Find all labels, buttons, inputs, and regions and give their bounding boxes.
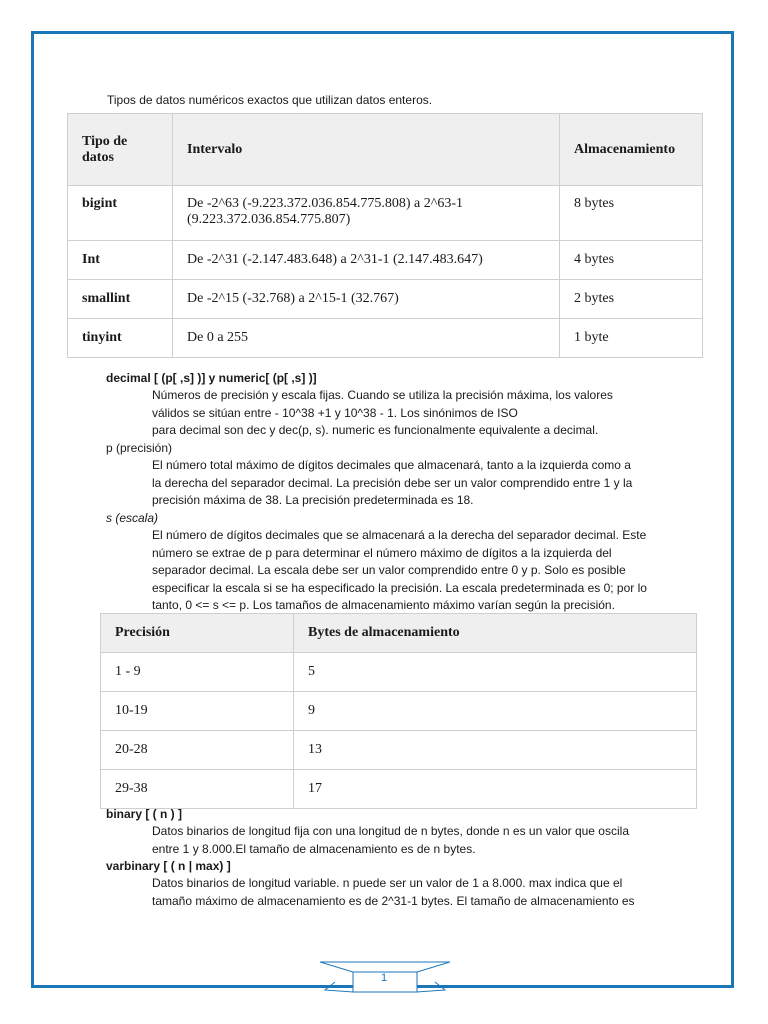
precision-cell: 10-19 bbox=[101, 692, 294, 731]
binary-description bbox=[152, 823, 667, 858]
varbinary-description bbox=[152, 875, 667, 910]
scale-heading: s (escala) bbox=[106, 511, 159, 525]
text-line: El número total máximo de dígitos decimales que almacenará, tanto a la izquierda como a bbox=[152, 458, 631, 472]
table-row bbox=[68, 280, 703, 319]
storage-cell: 4 bytes bbox=[560, 241, 703, 280]
table-row bbox=[68, 241, 703, 280]
bytes-cell: 5 bbox=[294, 653, 697, 692]
text-line: Datos binarios de longitud fija con una longitud de n bytes, donde n es un valor que oscila bbox=[152, 824, 629, 838]
header-bytes: Bytes de almacenamiento bbox=[294, 614, 697, 653]
table-row bbox=[101, 692, 697, 731]
table-row bbox=[101, 653, 697, 692]
bytes-cell: 17 bbox=[294, 770, 697, 809]
header-tipo: Tipo de datos bbox=[68, 114, 173, 186]
header-precision: Precisión bbox=[101, 614, 294, 653]
range-cell: De -2^63 (-9.223.372.036.854.775.808) a 2^63-1 (9.223.372.036.854.775.807) bbox=[173, 186, 560, 241]
table-caption: Tipos de datos numéricos exactos que utilizan datos enteros. bbox=[107, 93, 433, 107]
table-row bbox=[101, 770, 697, 809]
text-line: El número de dígitos decimales que se almacenará a la derecha del separador decimal. Este bbox=[152, 528, 647, 542]
range-cell: De -2^15 (-32.768) a 2^15-1 (32.767) bbox=[173, 280, 560, 319]
text-line: tanto, 0 <= s <= p. Los tamaños de almacenamiento máximo varían según la precisión. bbox=[152, 598, 615, 612]
table-row bbox=[101, 731, 697, 770]
table-row bbox=[68, 319, 703, 358]
varbinary-heading: varbinary [ ( n | max) ] bbox=[106, 859, 231, 873]
text-line: separador decimal. La escala debe ser un valor comprendido entre 0 y p. Solo es posible bbox=[152, 563, 626, 577]
text-line: Datos binarios de longitud variable. n puede ser un valor de 1 a 8.000. max indica que el bbox=[152, 876, 623, 890]
precision-cell: 29-38 bbox=[101, 770, 294, 809]
storage-cell: 1 byte bbox=[560, 319, 703, 358]
precision-storage-table bbox=[100, 613, 697, 809]
text-line: especificar la escala si se ha especificado la precisión. La escala predeterminada es 0; por lo bbox=[152, 580, 647, 595]
storage-cell: 8 bytes bbox=[560, 186, 703, 241]
header-intervalo: Intervalo bbox=[173, 114, 560, 186]
type-cell: Int bbox=[68, 241, 173, 280]
precision-description bbox=[152, 457, 667, 510]
table-header-row bbox=[101, 614, 697, 653]
range-cell: De -2^31 (-2.147.483.648) a 2^31-1 (2.147.483.647) bbox=[173, 241, 560, 280]
text-line: tamaño máximo de almacenamiento es de 2^31-1 bytes. El tamaño de almacenamiento es bbox=[152, 893, 635, 908]
header-almacenamiento: Almacenamiento bbox=[560, 114, 703, 186]
table-header-row bbox=[68, 114, 703, 186]
text-line: para decimal son dec y dec(p, s). numeric es funcionalmente equivalente a decimal. bbox=[152, 423, 599, 437]
text-line: precisión máxima de 38. La precisión predeterminada es 18. bbox=[152, 493, 474, 507]
text-line: Números de precisión y escala fijas. Cuando se utiliza la precisión máxima, los valores bbox=[152, 388, 613, 402]
type-cell: bigint bbox=[68, 186, 173, 241]
text-line: número se extrae de p para determinar el número máximo de dígitos a la izquierda del bbox=[152, 545, 612, 560]
precision-cell: 1 - 9 bbox=[101, 653, 294, 692]
type-cell: tinyint bbox=[68, 319, 173, 358]
text-line: la derecha del separador decimal. La precisión debe ser un valor comprendido entre 1 y la bbox=[152, 475, 633, 490]
page-number: 1 bbox=[380, 972, 388, 984]
bytes-cell: 13 bbox=[294, 731, 697, 770]
scale-description bbox=[152, 527, 667, 615]
decimal-description bbox=[152, 387, 667, 440]
table-row bbox=[68, 186, 703, 241]
bytes-cell: 9 bbox=[294, 692, 697, 731]
type-cell: smallint bbox=[68, 280, 173, 319]
precision-heading: p (precisión) bbox=[106, 441, 173, 455]
binary-heading: binary [ ( n ) ] bbox=[106, 807, 182, 821]
range-cell: De 0 a 255 bbox=[173, 319, 560, 358]
decimal-heading: decimal [ (p[ ,s] )] y numeric[ (p[ ,s] )] bbox=[106, 371, 317, 385]
storage-cell: 2 bytes bbox=[560, 280, 703, 319]
text-line: entre 1 y 8.000.El tamaño de almacenamiento es de n bytes. bbox=[152, 841, 476, 856]
precision-cell: 20-28 bbox=[101, 731, 294, 770]
integer-types-table bbox=[67, 113, 703, 358]
text-line: válidos se sitúan entre - 10^38 +1 y 10^38 - 1. Los sinónimos de ISO bbox=[152, 405, 518, 420]
